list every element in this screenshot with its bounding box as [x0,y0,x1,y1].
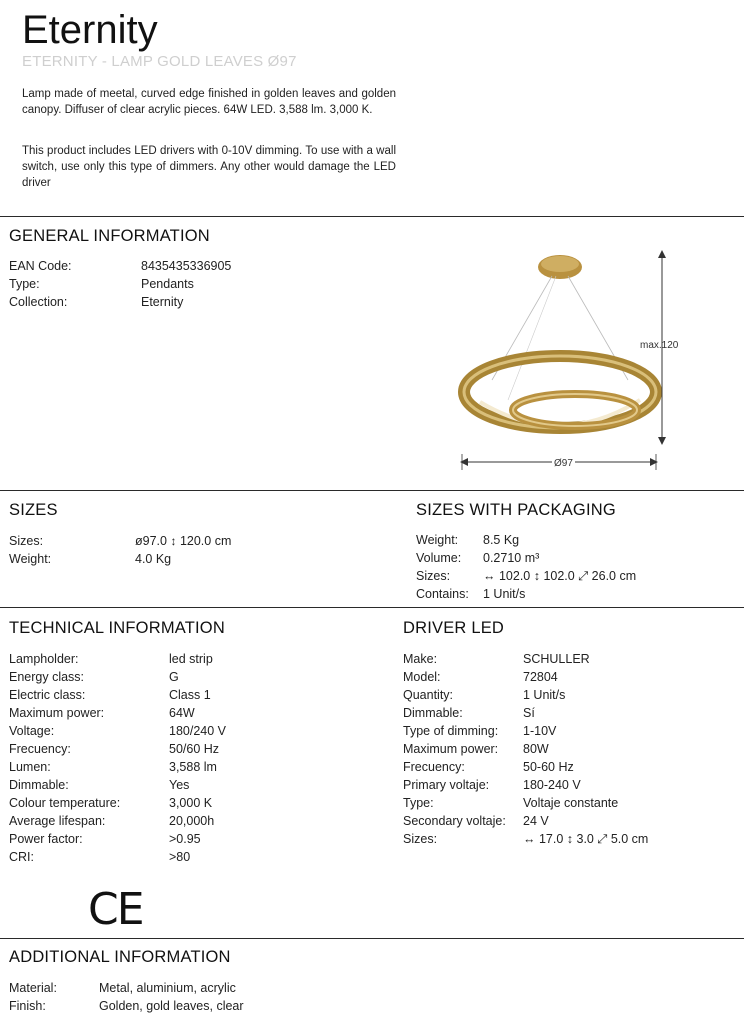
width-dimension-label: Ø97 [554,458,573,469]
technical-row-value: 180/240 V [169,724,226,738]
technical-row-label: CRI: [9,850,34,864]
additional-row-value: Metal, aluminium, acrylic [99,981,236,995]
driver-row-label: Dimmable: [403,706,463,720]
technical-row-label: Power factor: [9,832,83,846]
driver-row-value: 180-240 V [523,778,581,792]
packaging-row-label: Sizes: [416,569,451,583]
packaging-row-value: 0.2710 m³ [483,551,540,565]
technical-row-label: Lumen: [9,760,51,774]
sizes-heading: SIZES [9,501,58,519]
technical-heading: TECHNICAL INFORMATION [9,619,225,637]
driver-row-label: Frecuency: [403,760,465,774]
divider [0,607,744,608]
driver-row-value: Voltaje constante [523,796,619,810]
general-row-label: Type: [9,277,40,291]
packaging-row-value: 1 Unit/s [483,587,526,601]
technical-row-value: led strip [169,652,213,666]
product-title: Eternity [22,8,158,52]
driver-heading: DRIVER LED [403,619,505,637]
technical-row-label: Electric class: [9,688,86,702]
driver-row-label: Sizes: [403,832,438,846]
general-row-value: Eternity [141,295,184,309]
driver-row-label: Make: [403,652,438,666]
sizes-label: Sizes: [9,534,44,548]
technical-row-label: Frecuency: [9,742,71,756]
technical-row-label: Dimmable: [9,778,69,792]
driver-row-label: Quantity: [403,688,454,702]
technical-row-label: Energy class: [9,670,85,684]
driver-row-label: Model: [403,670,441,684]
packaging-row-value: 8.5 Kg [483,533,520,547]
ce-mark-logo: CE [88,884,143,935]
general-row-value: 8435435336905 [141,259,232,273]
additional-row-value: Golden, gold leaves, clear [99,999,244,1013]
technical-row-label: Average lifespan: [9,814,106,828]
technical-row-value: 64W [169,706,195,720]
driver-row-label: Type of dimming: [403,724,499,738]
weight-label: Weight: [9,552,52,566]
driver-row-value: 50-60 Hz [523,760,574,774]
driver-row-label: Primary voltaje: [403,778,490,792]
driver-row-value: 1 Unit/s [523,688,566,702]
driver-row-value: 80W [523,742,549,756]
technical-row-label: Colour temperature: [9,796,121,810]
technical-row-label: Voltage: [9,724,55,738]
driver-note: This product includes LED drivers with 0-10V dimming. To use with a wall switch, use only this type of dimmers. Any other would damage the LED driver [22,145,396,189]
divider [0,490,744,491]
technical-row-value: >80 [169,850,191,864]
technical-row-value: 20,000h [169,814,215,828]
technical-row-value: 50/60 Hz [169,742,220,756]
driver-row-label: Secondary voltaje: [403,814,506,828]
general-heading: GENERAL INFORMATION [9,227,210,245]
technical-row-label: Maximum power: [9,706,105,720]
packaging-heading: SIZES WITH PACKAGING [416,501,616,519]
lamp-drawing [440,240,680,480]
height-arrow-icon: ↕ [170,534,177,548]
technical-row-value: >0.95 [169,832,201,846]
general-row-label: Collection: [9,295,68,309]
sizes-height: 120.0 cm [179,534,232,548]
packaging-row-label: Contains: [416,587,469,601]
divider [0,938,744,939]
driver-row-label: Type: [403,796,434,810]
packaging-row-label: Weight: [416,533,459,547]
technical-row-label: Lampholder: [9,652,79,666]
product-subtitle: ETERNITY - LAMP GOLD LEAVES Ø97 [22,53,297,70]
weight-value: 4.0 Kg [135,552,172,566]
packaging-row-value: ↔ 102.0 ↕ 102.0 ⤢ 26.0 cm [483,569,637,583]
divider [0,216,744,217]
technical-row-value: 3,000 K [169,796,213,810]
packaging-row-label: Volume: [416,551,462,565]
technical-row-value: 3,588 lm [169,760,217,774]
additional-row-label: Finish: [9,999,46,1013]
additional-heading: ADDITIONAL INFORMATION [9,948,231,966]
sizes-diameter: ø97.0 [135,534,167,548]
technical-row-value: G [169,670,179,684]
driver-row-label: Maximum power: [403,742,499,756]
driver-row-value: 1-10V [523,724,557,738]
additional-row-label: Material: [9,981,57,995]
driver-row-value: 24 V [523,814,549,828]
general-row-label: EAN Code: [9,259,72,273]
driver-row-value: Sí [523,706,535,720]
product-description: Lamp made of meetal, curved edge finished in golden leaves and golden canopy. Diffuser of clear acrylic pieces. 64W LED. 3,588 lm. 3,000 K. [22,88,396,116]
technical-row-value: Yes [169,778,190,792]
general-row-value: Pendants [141,277,194,291]
driver-row-value: SCHULLER [523,652,590,666]
driver-row-value: 72804 [523,670,558,684]
driver-row-value: ↔ 17.0 ↕ 3.0 ⤢ 5.0 cm [523,832,649,846]
height-dimension-label: max.120 [640,340,679,351]
technical-row-value: Class 1 [169,688,211,702]
